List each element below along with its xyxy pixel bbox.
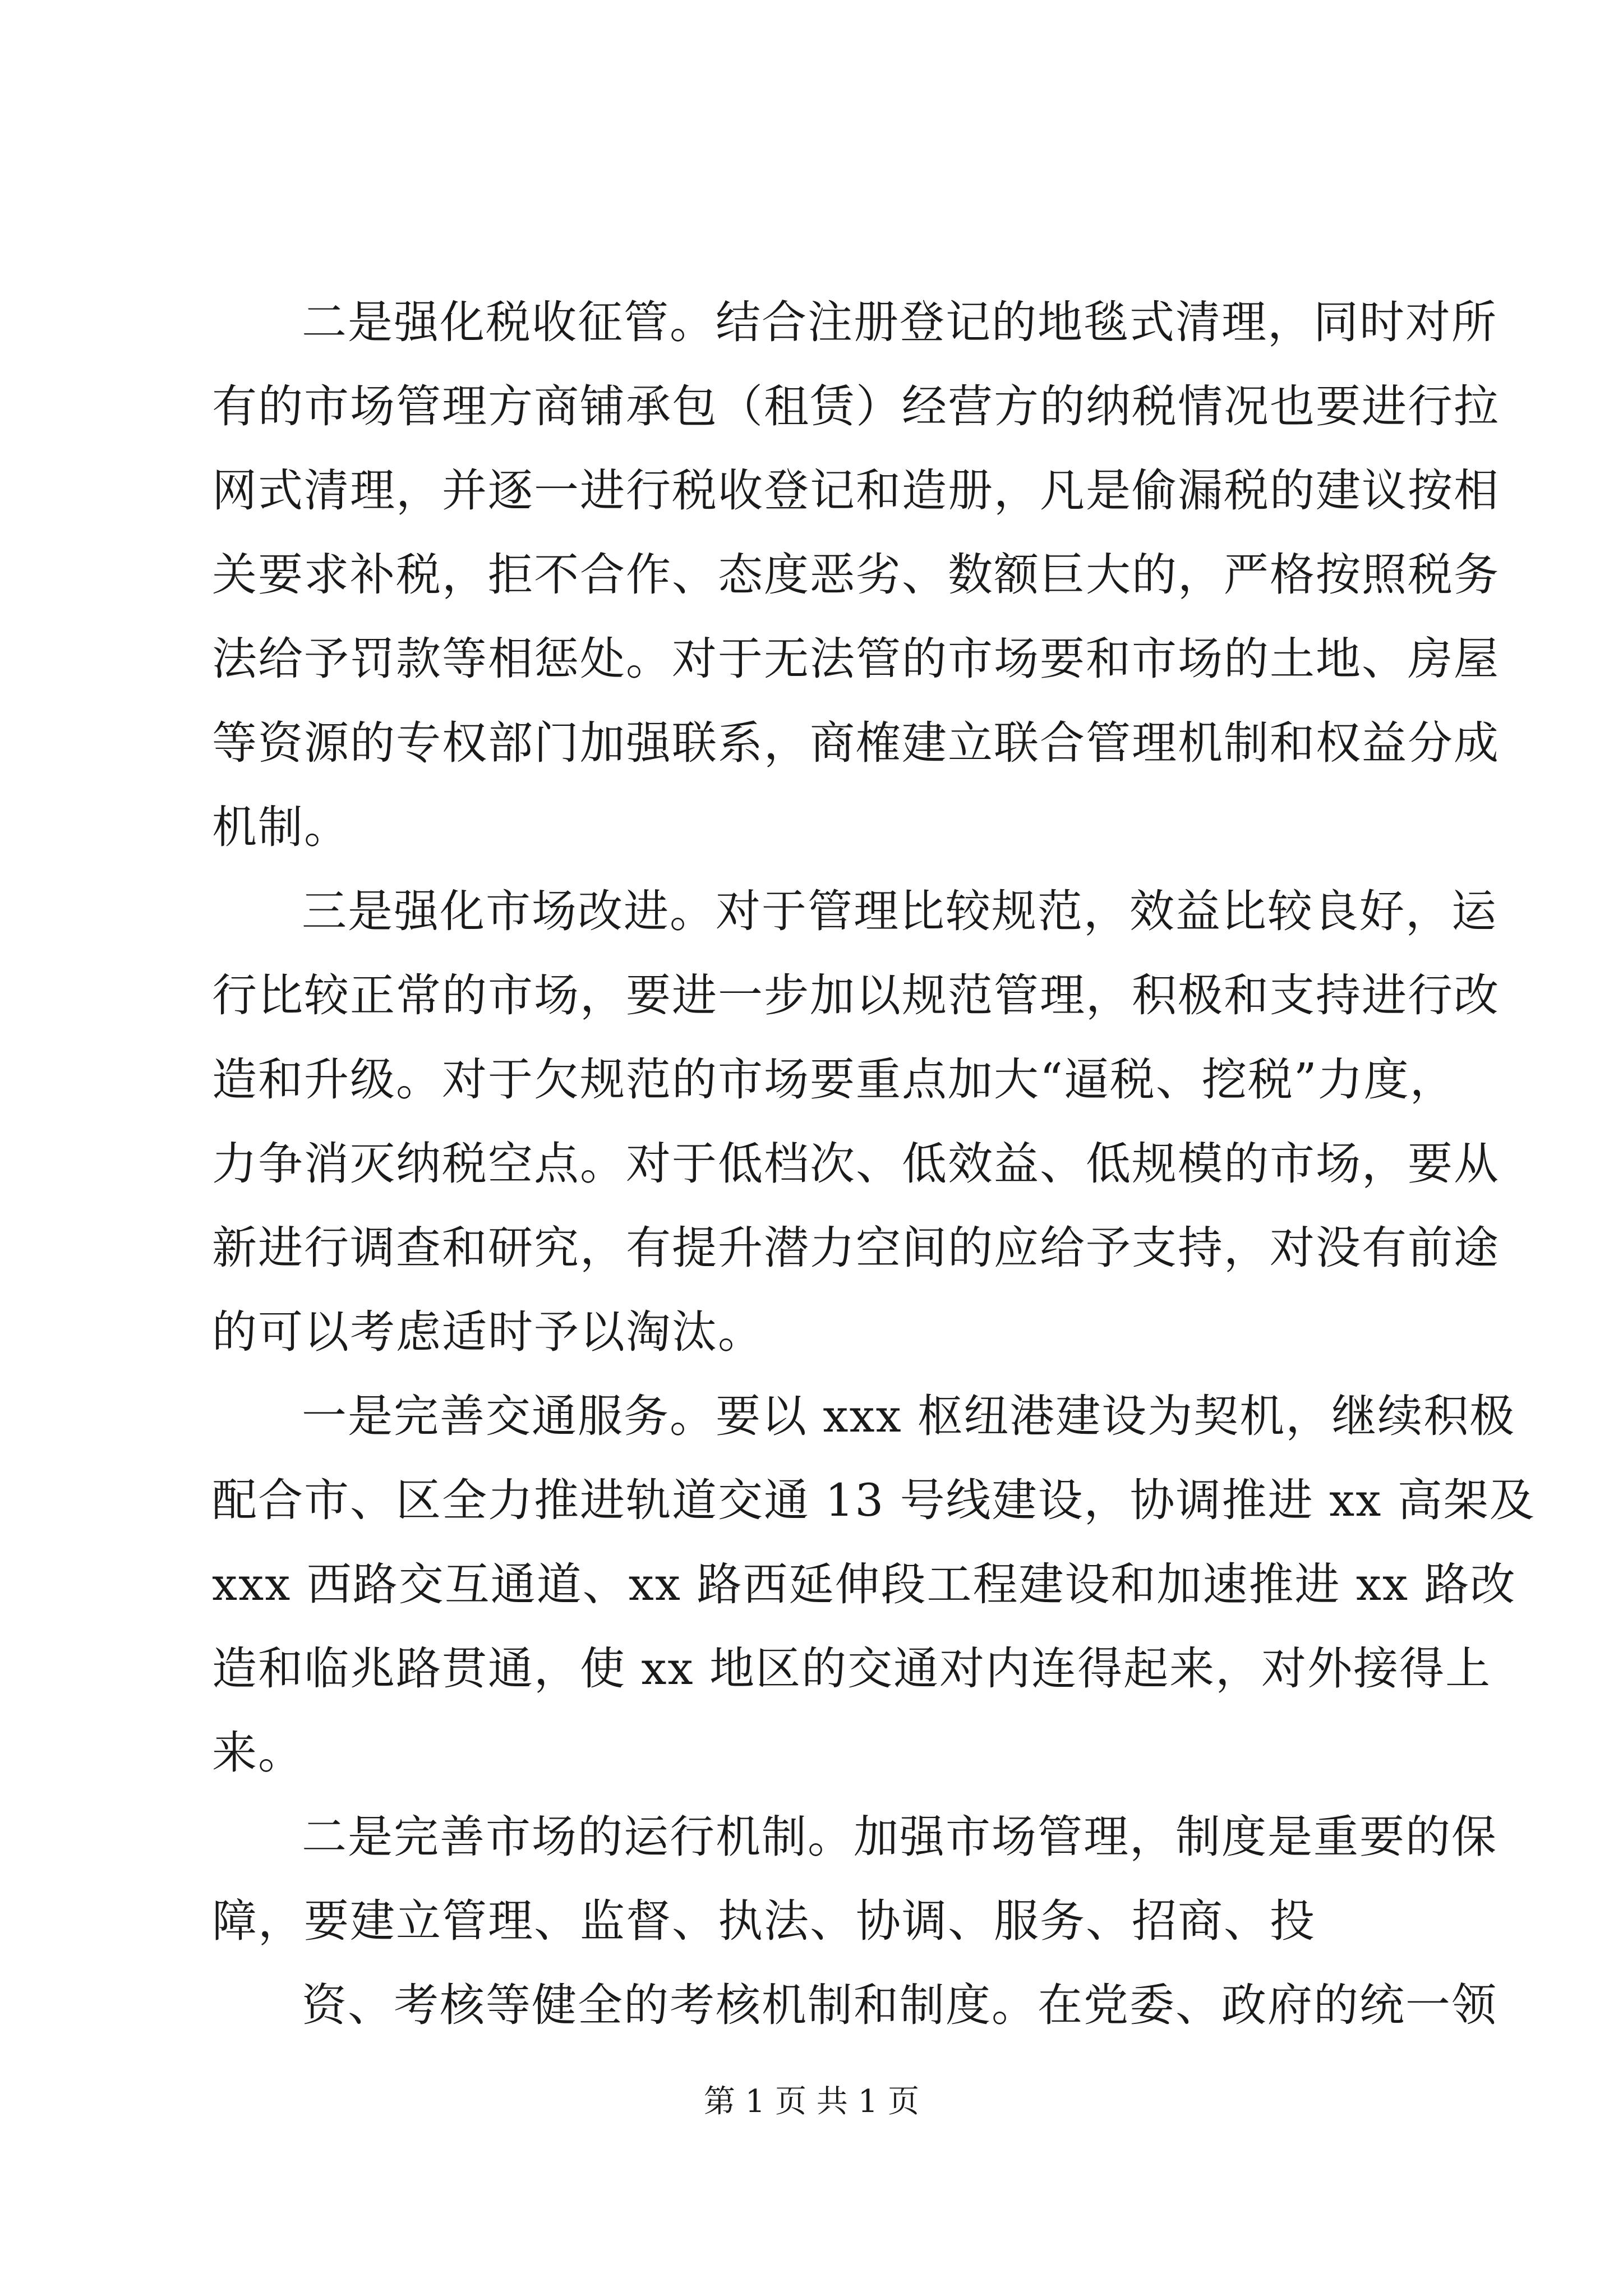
paragraph-2-line-1: 三是强化市场改进。对于管理比较规范，效益比较良好，运 [302,885,1497,937]
paragraph-1-line-3: 网式清理，并逐一进行税收登记和造册，凡是偷漏税的建议按相 [212,464,1500,517]
paragraph-1-line-6: 等资源的专权部门加强联系，商榷建立联合管理机制和权益分成 [212,717,1500,769]
paragraph-5-line-1: 资、考核等健全的考核机制和制度。在党委、政府的统一领 [302,1979,1497,2031]
paragraph-1-line-7: 机制。 [212,801,350,853]
page-number-footer: 第 1 页 共 1 页 [703,2083,920,2120]
paragraph-4-line-2: 障，要建立管理、监督、执法、协调、服务、招商、投 [212,1895,1316,1947]
paragraph-3-line-5: 来。 [212,1727,304,1779]
paragraph-3-line-2: 配合市、区全力推进轨道交通 13 号线建设，协调推进 xx 高架及 [212,1474,1536,1526]
paragraph-2-line-4: 力争消灭纳税空点。对于低档次、低效益、低规模的市场，要从 [212,1138,1500,1190]
paragraph-1-line-5: 法给予罚款等相惩处。对于无法管的市场要和市场的土地、房屋 [212,633,1500,685]
paragraph-3-line-3: xxx 西路交互通道、xx 路西延伸段工程建设和加速推进 xx 路改 [212,1558,1516,1611]
paragraph-2-line-2: 行比较正常的市场，要进一步加以规范管理，积极和支持进行改 [212,969,1500,1022]
paragraph-2-line-3: 造和升级。对于欠规范的市场要重点加大“逼税、挖税”力度， [212,1053,1456,1106]
paragraph-2-line-6: 的可以考虑适时予以淘汰。 [212,1306,764,1358]
paragraph-1-line-2: 有的市场管理方商铺承包（租赁）经营方的纳税情况也要进行拉 [212,380,1500,432]
paragraph-1-line-1: 二是强化税收征管。结合注册登记的地毯式清理，同时对所 [302,296,1497,348]
paragraph-4-line-1: 二是完善市场的运行机制。加强市场管理，制度是重要的保 [302,1811,1497,1863]
paragraph-1-line-4: 关要求补税，拒不合作、态度恶劣、数额巨大的，严格按照税务 [212,549,1500,601]
paragraph-3-line-1: 一是完善交通服务。要以 xxx 枢纽港建设为契机，继续积极 [302,1390,1516,1442]
paragraph-2-line-5: 新进行调查和研究，有提升潜力空间的应给予支持，对没有前途 [212,1222,1500,1274]
paragraph-3-line-4: 造和临兆路贯通，使 xx 地区的交通对内连得起来，对外接得上 [212,1642,1492,1695]
